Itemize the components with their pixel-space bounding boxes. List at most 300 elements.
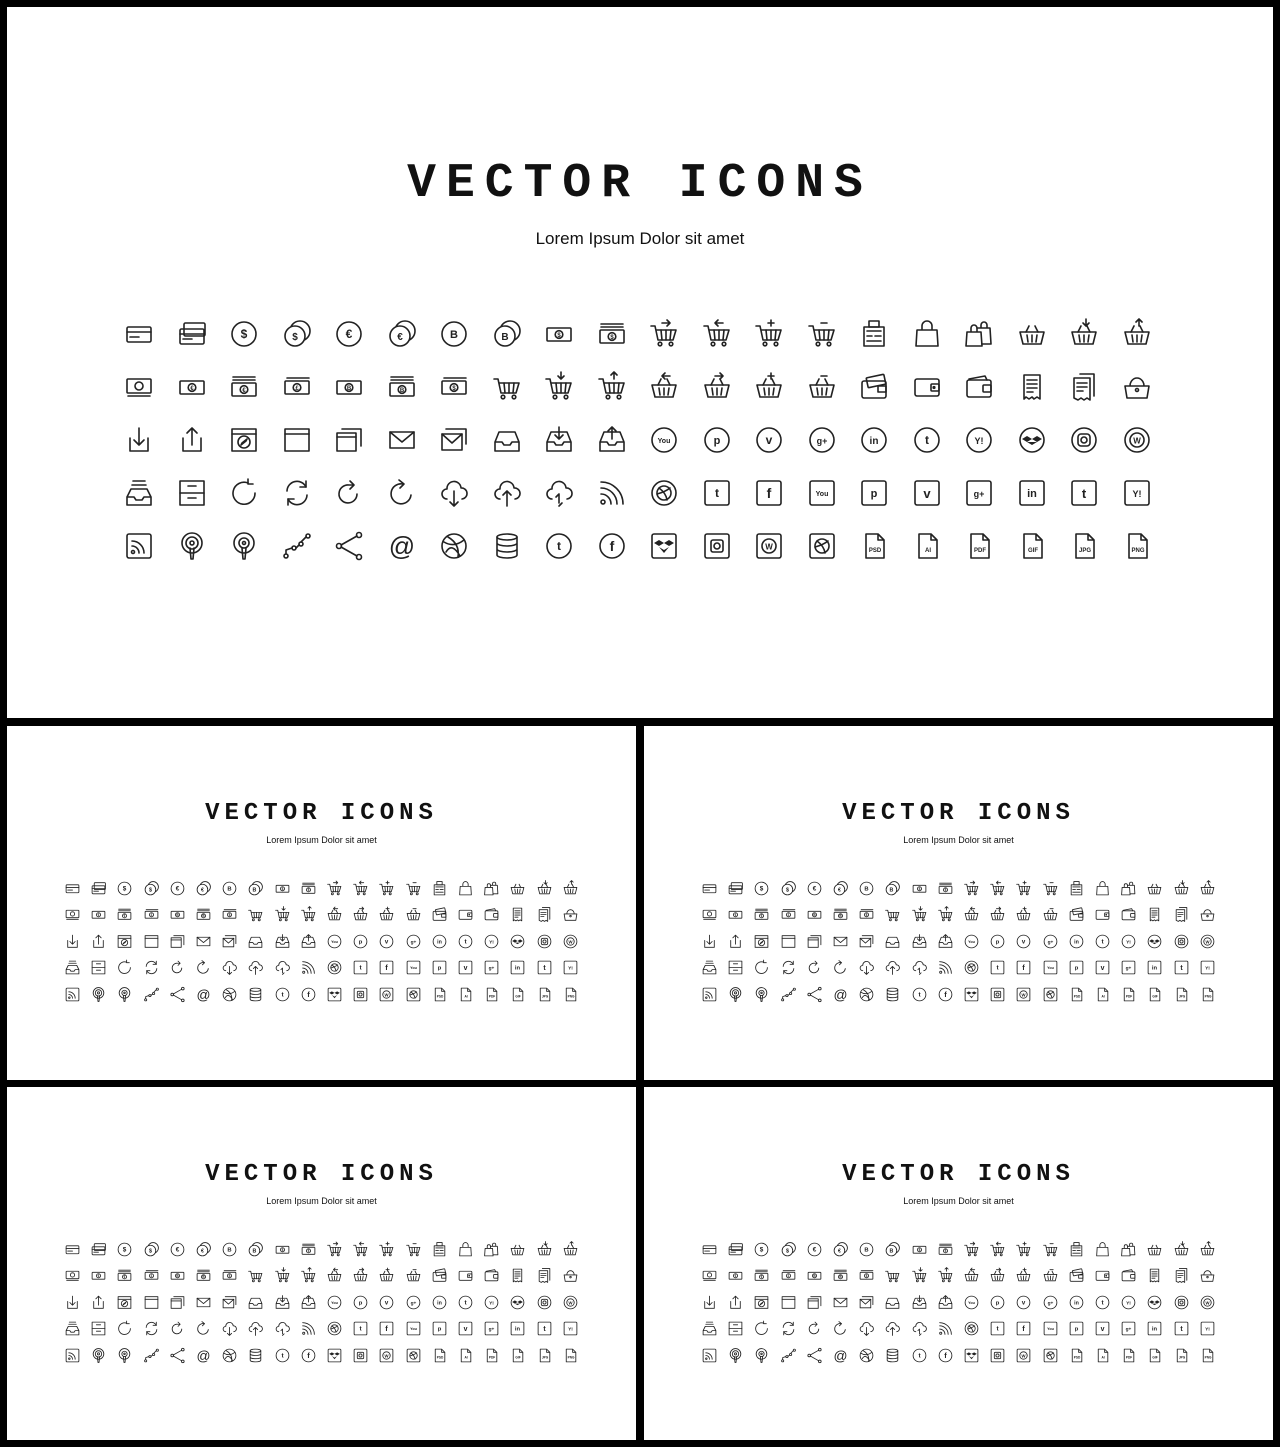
linkedin-circle-icon <box>858 424 890 456</box>
svg-text:p: p <box>1074 965 1079 972</box>
credit-cards-icon <box>90 880 107 897</box>
svg-text:B: B <box>813 1274 816 1279</box>
credit-card-icon <box>64 1241 81 1258</box>
credit-card-icon <box>64 880 81 897</box>
svg-text:t: t <box>359 964 362 972</box>
compass-window-icon <box>753 1294 770 1311</box>
svg-text:£: £ <box>150 1274 152 1279</box>
yahoo-circle-icon <box>1120 933 1137 950</box>
svg-text:g+: g+ <box>1125 966 1132 972</box>
database-icon <box>884 986 901 1003</box>
vimeo-circle-icon <box>378 1294 395 1311</box>
dollar-bills-icon <box>937 880 954 897</box>
shopping-bags-icon <box>483 1241 500 1258</box>
svg-text:€: € <box>97 1274 100 1279</box>
podcast-alt-icon <box>116 986 133 1003</box>
cart-upload-icon <box>937 906 954 923</box>
vimeo-square-icon <box>1094 959 1111 976</box>
svg-text:W: W <box>1021 1352 1026 1358</box>
svg-text:JPG: JPG <box>1178 994 1185 999</box>
inbox-download-icon <box>274 933 291 950</box>
cart-back-icon <box>989 1241 1006 1258</box>
svg-text:W: W <box>1205 939 1210 945</box>
svg-text:t: t <box>542 965 546 973</box>
dropbox-circle-icon <box>1146 933 1163 950</box>
euro-bill-icon <box>90 906 107 923</box>
svg-text:W: W <box>1132 436 1141 446</box>
cloud-sync-icon <box>911 1320 928 1337</box>
svg-text:t: t <box>918 1352 921 1360</box>
share-icon <box>169 1347 186 1364</box>
dollar-coins-icon <box>780 880 797 897</box>
yahoo-circle-icon <box>483 933 500 950</box>
inbox-icon <box>247 1294 264 1311</box>
svg-text:p: p <box>713 435 720 447</box>
svg-text:PNG: PNG <box>567 994 575 999</box>
share-icon <box>806 1347 823 1364</box>
cart-icon <box>884 906 901 923</box>
cart-remove-icon <box>1042 880 1059 897</box>
route-icon <box>281 530 313 562</box>
bitcoin-coin-icon <box>858 1241 875 1258</box>
upload-icon <box>727 1294 744 1311</box>
jpg-file-icon <box>1173 1347 1190 1364</box>
svg-text:$: $ <box>785 1248 789 1255</box>
basket-forward-icon <box>989 1267 1006 1284</box>
svg-text:PNG: PNG <box>1204 1355 1212 1360</box>
sync-icon <box>143 1320 160 1337</box>
wordpress-square-icon <box>753 530 785 562</box>
slide-title: VECTOR ICONS <box>205 800 438 827</box>
dollar-bill-icon <box>274 1241 291 1258</box>
compass-window-icon <box>753 933 770 950</box>
cash-register-icon <box>431 880 448 897</box>
svg-text:p: p <box>1074 1326 1079 1333</box>
svg-text:$: $ <box>452 386 456 392</box>
googleplus-circle-icon <box>806 424 838 456</box>
cart-back-icon <box>352 1241 369 1258</box>
basket-back-icon <box>648 371 680 403</box>
rotate-right-icon <box>195 1320 212 1337</box>
svg-text:in: in <box>515 1326 521 1333</box>
inbox-icon <box>884 1294 901 1311</box>
svg-text:€: € <box>761 1275 763 1280</box>
shopping-bag-icon <box>457 880 474 897</box>
pinterest-circle-icon <box>989 1294 1006 1311</box>
euro-coins-icon <box>195 880 212 897</box>
svg-text:AI: AI <box>464 1355 468 1360</box>
slide-title: VECTOR ICONS <box>205 1161 438 1188</box>
redo-icon <box>333 477 365 509</box>
cart-add-icon <box>378 1241 395 1258</box>
instagram-square-icon <box>989 1347 1006 1364</box>
dropbox-square-icon <box>963 986 980 1003</box>
svg-text:t: t <box>464 938 467 946</box>
svg-text:t: t <box>924 433 929 447</box>
refresh-icon <box>116 1320 133 1337</box>
svg-text:p: p <box>358 939 363 946</box>
rotate-right-icon <box>832 1320 849 1337</box>
svg-text:v: v <box>1022 938 1026 946</box>
icon-grid <box>64 880 580 1011</box>
dollar-bill-icon <box>543 318 575 350</box>
euro-coins-icon <box>195 1241 212 1258</box>
svg-text:W: W <box>568 1300 573 1306</box>
at-sign-icon <box>832 1347 849 1364</box>
svg-text:B: B <box>889 1248 894 1255</box>
receipts-icon <box>536 1267 553 1284</box>
inbox-download-icon <box>274 1294 291 1311</box>
svg-text:t: t <box>359 1325 362 1333</box>
svg-text:in: in <box>1152 965 1158 972</box>
svg-text:Y!: Y! <box>1204 966 1210 972</box>
tumblr-square-icon <box>536 959 553 976</box>
svg-text:B: B <box>252 887 257 894</box>
podcast-icon <box>90 1347 107 1364</box>
svg-text:€: € <box>812 1246 817 1254</box>
thumbnail-slide-bottom-left[interactable] <box>7 1087 636 1440</box>
refresh-icon <box>753 1320 770 1337</box>
ai-file-icon <box>457 1347 474 1364</box>
svg-text:t: t <box>542 1326 546 1334</box>
receipts-icon <box>1068 371 1100 403</box>
tumblr-square-icon <box>1173 1320 1190 1337</box>
credit-card-icon <box>701 880 718 897</box>
rotate-right-icon <box>832 959 849 976</box>
cloud-upload-icon <box>247 1320 264 1337</box>
youtube-circle-icon <box>963 933 980 950</box>
rss-square-icon <box>701 986 718 1003</box>
globe-icon <box>221 1347 238 1364</box>
svg-text:p: p <box>437 1326 442 1333</box>
euro-bills-icon <box>753 1267 770 1284</box>
inbox-full-icon <box>123 477 155 509</box>
youtube-circle-icon <box>648 424 680 456</box>
dribbble-circle-icon <box>963 1320 980 1337</box>
slide-subtitle: Lorem Ipsum Dolor sit amet <box>903 835 1014 845</box>
basket-add-icon <box>753 371 785 403</box>
svg-text:You: You <box>1046 1327 1054 1332</box>
facebook-square-icon <box>378 1320 395 1337</box>
svg-text:B: B <box>346 386 352 392</box>
euro-coins-icon <box>386 318 418 350</box>
dollar-coin-icon <box>116 1241 133 1258</box>
thumbnail-slide-top-left[interactable] <box>7 726 636 1080</box>
envelope-icon <box>832 1294 849 1311</box>
instagram-circle-icon <box>1173 933 1190 950</box>
thumbnail-slide-top-right[interactable] <box>644 726 1273 1080</box>
browser-windows-icon <box>169 1294 186 1311</box>
bitcoin-bills-icon <box>195 1267 212 1284</box>
jpg-file-icon <box>536 1347 553 1364</box>
tumblr-square-icon <box>1068 477 1100 509</box>
bitcoin-bills-icon <box>386 371 418 403</box>
vimeo-square-icon <box>457 1320 474 1337</box>
redo-icon <box>806 1320 823 1337</box>
cart-forward-icon <box>648 318 680 350</box>
browser-window-icon <box>780 1294 797 1311</box>
receipt-icon <box>509 906 526 923</box>
svg-text:v: v <box>765 433 773 447</box>
route-icon <box>143 1347 160 1364</box>
euro-bill-icon <box>90 1267 107 1284</box>
svg-text:PSD: PSD <box>1073 1355 1081 1360</box>
euro-bills-icon <box>228 371 260 403</box>
svg-text:GIF: GIF <box>515 1355 522 1360</box>
database-icon <box>247 986 264 1003</box>
svg-text:AI: AI <box>464 994 468 999</box>
linkedin-square-icon <box>509 959 526 976</box>
svg-text:€: € <box>175 885 180 893</box>
shopping-bags-icon <box>1120 1241 1137 1258</box>
slide-subtitle: Lorem Ipsum Dolor sit amet <box>266 1196 377 1206</box>
vimeo-circle-icon <box>753 424 785 456</box>
pdf-file-icon <box>1120 1347 1137 1364</box>
svg-text:t: t <box>1101 938 1104 946</box>
cart-upload-icon <box>596 371 628 403</box>
svg-text:B: B <box>864 1247 869 1254</box>
thumbnail-slide-bottom-right[interactable] <box>644 1087 1273 1440</box>
basket-back-icon <box>963 906 980 923</box>
yahoo-circle-icon <box>1120 1294 1137 1311</box>
youtube-circle-icon <box>963 1294 980 1311</box>
money-stack-icon <box>438 371 470 403</box>
shopping-bag-icon <box>1094 880 1111 897</box>
twitter-circle-icon <box>911 1347 928 1364</box>
svg-text:PDF: PDF <box>974 548 986 554</box>
basket-icon <box>1146 880 1163 897</box>
vimeo-square-icon <box>1094 1320 1111 1337</box>
svg-text:t: t <box>1179 1326 1183 1334</box>
basket-upload-icon <box>1199 880 1216 897</box>
svg-text:JPG: JPG <box>541 994 548 999</box>
svg-text:B: B <box>176 1274 179 1279</box>
euro-bills-icon <box>116 1267 133 1284</box>
credit-card-icon <box>123 318 155 350</box>
slide-subtitle: Lorem Ipsum Dolor sit amet <box>266 835 377 845</box>
cart-back-icon <box>989 880 1006 897</box>
slide-title: VECTOR ICONS <box>407 157 873 211</box>
svg-text:g+: g+ <box>973 489 985 499</box>
browser-window-icon <box>780 933 797 950</box>
redo-icon <box>169 1320 186 1337</box>
receipt-icon <box>1016 371 1048 403</box>
youtube-square-icon <box>1042 959 1059 976</box>
route-icon <box>780 1347 797 1364</box>
linkedin-circle-icon <box>431 933 448 950</box>
svg-text:v: v <box>922 486 931 501</box>
money-stack-icon <box>858 906 875 923</box>
basket-add-icon <box>378 1267 395 1284</box>
svg-text:t: t <box>281 991 284 999</box>
rss-icon <box>300 1320 317 1337</box>
refresh-icon <box>228 477 260 509</box>
twitter-circle-icon <box>274 1347 291 1364</box>
money-round-icon <box>701 1267 718 1284</box>
svg-text:f: f <box>944 1350 947 1360</box>
linkedin-circle-icon <box>1068 1294 1085 1311</box>
svg-text:JPG: JPG <box>541 1355 548 1360</box>
svg-text:g+: g+ <box>816 436 827 446</box>
yahoo-square-icon <box>562 959 579 976</box>
tumblr-circle-icon <box>1094 933 1111 950</box>
shopping-bags-icon <box>963 318 995 350</box>
wordpress-square-icon <box>378 1347 395 1364</box>
sync-icon <box>143 959 160 976</box>
podcast-alt-icon <box>116 1347 133 1364</box>
wallet-icon <box>457 906 474 923</box>
instagram-circle-icon <box>536 933 553 950</box>
cart-add-icon <box>753 318 785 350</box>
euro-bills-icon <box>116 906 133 923</box>
svg-text:PDF: PDF <box>489 1355 496 1360</box>
svg-text:in: in <box>869 436 879 447</box>
envelope-icon <box>195 933 212 950</box>
svg-text:W: W <box>568 939 573 945</box>
basket-add-icon <box>1015 1267 1032 1284</box>
svg-text:GIF: GIF <box>1152 1355 1159 1360</box>
basket-forward-icon <box>352 906 369 923</box>
svg-text:PDF: PDF <box>489 994 496 999</box>
svg-text:g+: g+ <box>410 1301 416 1307</box>
instagram-square-icon <box>989 986 1006 1003</box>
svg-text:t: t <box>714 486 719 500</box>
pinterest-square-icon <box>1068 959 1085 976</box>
svg-text:p: p <box>995 1300 1000 1307</box>
ai-file-icon <box>1094 1347 1111 1364</box>
cart-icon <box>884 1267 901 1284</box>
svg-text:p: p <box>995 939 1000 946</box>
svg-text:GIF: GIF <box>515 994 522 999</box>
wallet-icon <box>911 371 943 403</box>
svg-text:in: in <box>515 965 521 972</box>
svg-text:$: $ <box>865 1274 868 1279</box>
vimeo-circle-icon <box>1015 1294 1032 1311</box>
bitcoin-bill-icon <box>333 371 365 403</box>
redo-icon <box>806 959 823 976</box>
inbox-download-icon <box>911 933 928 950</box>
refresh-icon <box>116 959 133 976</box>
dollar-bill-icon <box>911 880 928 897</box>
svg-text:$: $ <box>557 333 561 339</box>
png-file-icon <box>562 986 579 1003</box>
facebook-square-icon <box>753 477 785 509</box>
shopping-bags-icon <box>1120 880 1137 897</box>
money-stack-icon <box>858 1267 875 1284</box>
svg-text:g+: g+ <box>488 1327 495 1333</box>
share-icon <box>806 986 823 1003</box>
envelope-icon <box>195 1294 212 1311</box>
basket-remove-icon <box>1042 906 1059 923</box>
tumblr-circle-icon <box>911 424 943 456</box>
ai-file-icon <box>911 530 943 562</box>
svg-text:f: f <box>307 989 310 999</box>
basket-add-icon <box>1015 906 1032 923</box>
svg-text:PNG: PNG <box>567 1355 575 1360</box>
gif-file-icon <box>1146 986 1163 1003</box>
at-sign-icon <box>195 1347 212 1364</box>
credit-cards-icon <box>90 1241 107 1258</box>
wallet-card-icon <box>858 371 890 403</box>
svg-text:$: $ <box>291 332 298 343</box>
linkedin-square-icon <box>1146 959 1163 976</box>
svg-text:$: $ <box>760 885 764 893</box>
basket-upload-icon <box>1199 1241 1216 1258</box>
browser-window-icon <box>143 1294 160 1311</box>
dollar-coin-icon <box>753 880 770 897</box>
svg-text:W: W <box>384 1352 389 1358</box>
basket-back-icon <box>326 1267 343 1284</box>
euro-bills-icon <box>753 906 770 923</box>
twitter-square-icon <box>989 959 1006 976</box>
dribbble-circle-icon <box>963 959 980 976</box>
svg-text:PDF: PDF <box>1126 994 1133 999</box>
svg-text:in: in <box>1073 1300 1079 1307</box>
googleplus-square-icon <box>483 959 500 976</box>
svg-text:$: $ <box>148 1248 152 1255</box>
psd-file-icon <box>431 1347 448 1364</box>
png-file-icon <box>1199 986 1216 1003</box>
euro-coin-icon <box>169 1241 186 1258</box>
svg-text:PNG: PNG <box>1130 548 1145 554</box>
upload-icon <box>727 933 744 950</box>
svg-text:B: B <box>399 388 404 394</box>
svg-text:g+: g+ <box>1047 940 1053 946</box>
svg-text:W: W <box>1205 1300 1210 1306</box>
cloud-download-icon <box>858 959 875 976</box>
euro-coin-icon <box>806 880 823 897</box>
vimeo-circle-icon <box>1015 933 1032 950</box>
dollar-coins-icon <box>143 1241 160 1258</box>
png-file-icon <box>562 1347 579 1364</box>
svg-text:€: € <box>242 388 246 394</box>
credit-card-icon <box>701 1241 718 1258</box>
svg-text:€: € <box>812 885 817 893</box>
credit-cards-icon <box>176 318 208 350</box>
yahoo-circle-icon <box>963 424 995 456</box>
bitcoin-coins-icon <box>247 880 264 897</box>
rss-square-icon <box>64 986 81 1003</box>
svg-text:$: $ <box>148 887 152 894</box>
podcast-icon <box>176 530 208 562</box>
yahoo-square-icon <box>562 1320 579 1337</box>
svg-text:You: You <box>331 1300 338 1305</box>
dribbble-circle-icon <box>326 959 343 976</box>
envelopes-icon <box>221 933 238 950</box>
svg-text:t: t <box>557 539 561 553</box>
svg-text:Y!: Y! <box>489 1301 495 1307</box>
receipt-icon <box>1146 1267 1163 1284</box>
bitcoin-bills-icon <box>832 906 849 923</box>
archive-icon <box>727 1320 744 1337</box>
svg-text:v: v <box>463 965 468 973</box>
svg-text:You: You <box>331 939 338 944</box>
svg-text:You: You <box>815 491 828 498</box>
euro-bill-icon <box>727 1267 744 1284</box>
browser-windows-icon <box>806 1294 823 1311</box>
download-icon <box>64 933 81 950</box>
rss-icon <box>937 959 954 976</box>
cart-forward-icon <box>326 880 343 897</box>
instagram-circle-icon <box>1173 1294 1190 1311</box>
psd-file-icon <box>1068 986 1085 1003</box>
cart-add-icon <box>1015 880 1032 897</box>
purse-icon <box>562 1267 579 1284</box>
tumblr-circle-icon <box>457 1294 474 1311</box>
svg-text:t: t <box>1101 1299 1104 1307</box>
inbox-upload-icon <box>937 1294 954 1311</box>
money-stack-icon <box>221 1267 238 1284</box>
